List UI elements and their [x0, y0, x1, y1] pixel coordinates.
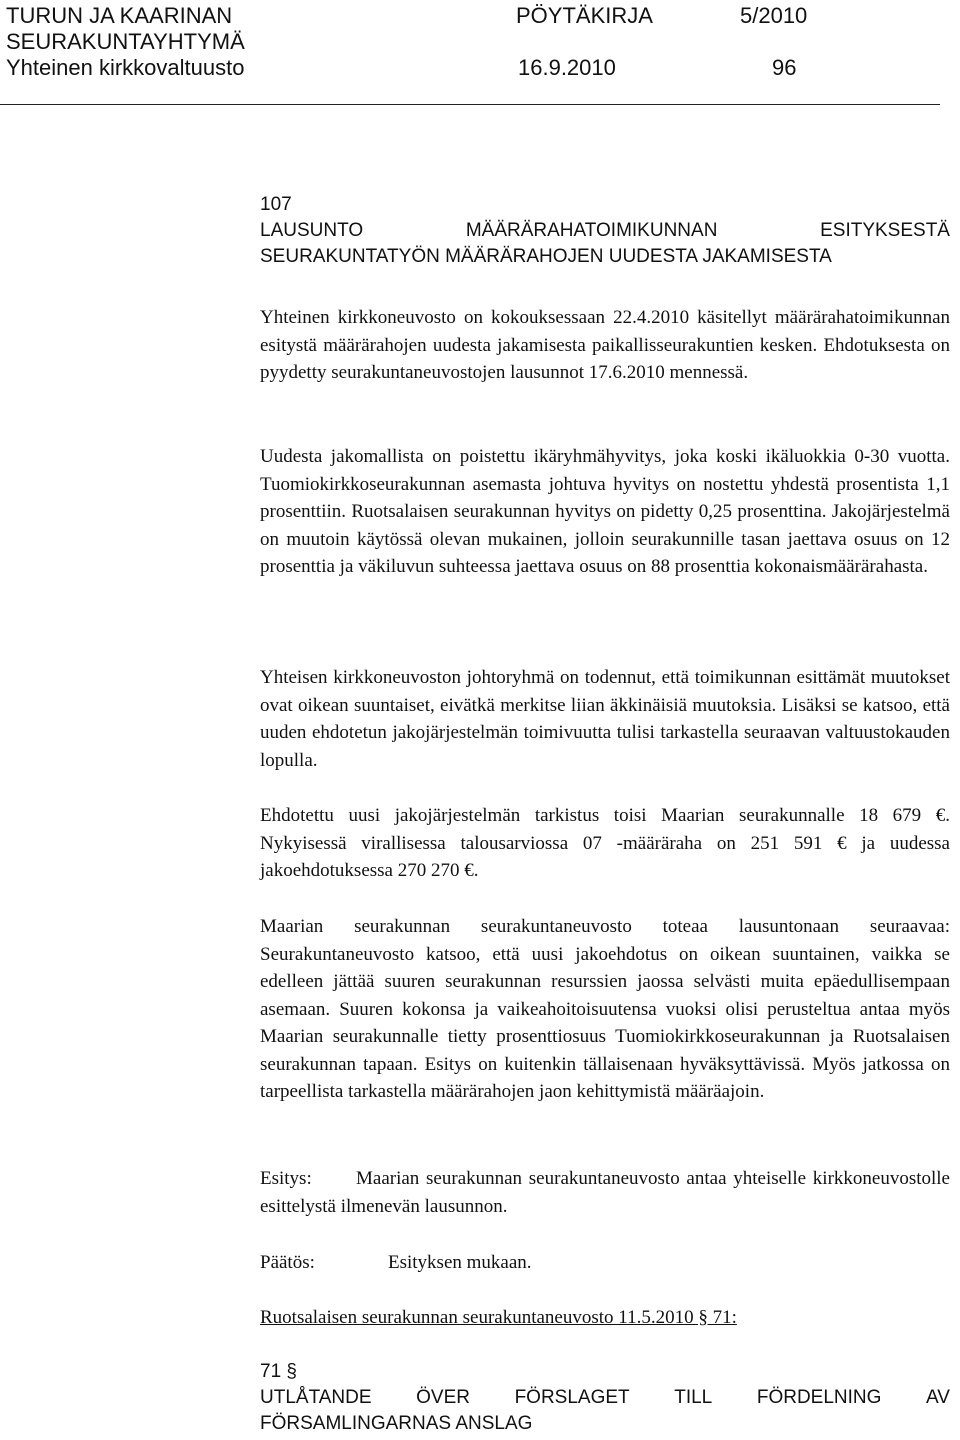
reference-number: 71 § [260, 1361, 297, 1382]
decision [260, 1249, 950, 1277]
section-heading [260, 192, 950, 270]
reference-heading [260, 1304, 950, 1332]
paragraph-text: Uudesta jakomallista on poistettu ikäryhmähyvitys, joka koski ikäluokkia 0-30 vuotta. Tuomiokirkkoseurakunnan asemasta johtuva hyvitys on nostettu yhdestä prosentista 1,1 prosenttiin. Ruotsalaisen seurakunnan hyvitys on pidetty 0,25 prosenttina. Jakojärjestelmä on muutoin käytössä olevan mukainen, jolloin seurakunnille tasan jaettava osuus on 12 prosenttia ja väkiluvun suhteessa jaettava osuus on 88 prosenttia kokonaismäärärahasta. [260, 446, 950, 577]
header-line-1 [6, 3, 808, 28]
section-title-word: MÄÄRÄRAHATOIMIKUNNAN [465, 220, 718, 241]
reference-title-word: AV [926, 1387, 950, 1408]
proposal-text: Maarian seurakunnan seurakuntaneuvosto antaa yhteiselle kirkkoneuvostolle esittelystä ilmenevän lausunnon. [260, 1168, 950, 1217]
reference-section [260, 1359, 950, 1437]
section-title-line-1 [260, 218, 950, 244]
header-body-name: Yhteinen kirkkovaltuusto [6, 55, 245, 80]
paragraph-text: Ehdotettu uusi jakojärjestelmän tarkistus toisi Maarian seurakunnalle 18 679 €. Nykyisessä virallisessa talousarviossa 07 -määräraha on 251 591 € ja uudessa jakoehdotuksessa 270 270 €. [260, 805, 950, 881]
reference-title-word: UTLÅTANDE [260, 1387, 372, 1408]
section-title-word: ESITYKSESTÄ [820, 220, 950, 241]
decision-text: Esityksen mukaan. [388, 1252, 532, 1273]
paragraph-2 [260, 443, 950, 581]
paragraph-text: Yhteinen kirkkoneuvosto on kokouksessaan 22.4.2010 käsitellyt määrärahatoimikunnan esitystä määrärahojen uudesta jakamisesta paikallisseurakuntien kesken. Ehdotuksesta on pyydetty seurakuntaneuvostojen lausunnot 17.6.2010 mennessä. [260, 307, 950, 383]
reference-title-word: ÖVER [416, 1387, 470, 1408]
paragraph-text: Maarian seurakunnan seurakuntaneuvosto toteaa lausuntonaan seuraavaa: Seurakuntaneuvosto katsoo, että uusi jakoehdotus on oikean suuntainen, vaikka se edelleen jättää suuren seurakunnan resurssien jaossa selvästi muita epäedullisempaan asemaan. Suuren kokonsa ja vaikeahoitoisuutensa vuoksi olisi perusteltua antaa myös Maarian seurakunnalle tietty prosenttiosuus Tuomiokirkkoseurakunnan ja Ruotsalaisen seurakunnan tapaan. Esitys on kuitenkin tällaisenaan hyväksyttävissä. Myös jatkossa on tarpeellista tarkastella määrärahojen jaon kehittymistä määräajoin. [260, 916, 950, 1102]
paragraph-3 [260, 664, 950, 774]
header-org-line-1: TURUN JA KAARINAN [6, 3, 233, 28]
paragraph-1 [260, 304, 950, 387]
header-doc-number: 5/2010 [740, 3, 808, 28]
reference-title-word: FÖRSLAGET [514, 1387, 630, 1408]
header-org-line-2: SEURAKUNTAYHTYMÄ [6, 29, 245, 54]
header-doc-type: PÖYTÄKIRJA [516, 3, 653, 28]
paragraph-4 [260, 802, 950, 885]
header-divider [0, 104, 940, 105]
reference-title-word: FÖRDELNING [756, 1387, 882, 1408]
header-date: 16.9.2010 [518, 55, 616, 80]
reference-title-line-2: FÖRSAMLINGARNAS ANSLAG [260, 1413, 533, 1434]
header-page-number: 96 [772, 55, 797, 80]
section-title-line-2: SEURAKUNTATYÖN MÄÄRÄRAHOJEN UUDESTA JAKAMISESTA [260, 246, 832, 267]
header-line-3 [6, 55, 797, 80]
section-number: 107 [260, 194, 292, 215]
decision-label: Päätös: [260, 1252, 315, 1273]
reference-title-line-1 [260, 1385, 950, 1411]
proposal [260, 1165, 950, 1220]
section-title-word: LAUSUNTO [260, 220, 364, 241]
reference-title-word: TILL [674, 1387, 713, 1408]
paragraph-text: Yhteisen kirkkoneuvoston johtoryhmä on todennut, että toimikunnan esittämät muutokset ovat oikean suuntaiset, eivätkä merkitse liian äkkinäisiä muutoksia. Lisäksi se katsoo, että uuden ehdotetun jakojärjestelmän toimivuutta tulisi tarkastella seuraavan valtuustokauden lopulla. [260, 667, 950, 771]
header-line-2 [6, 30, 245, 54]
proposal-label: Esitys: [260, 1168, 312, 1189]
reference-heading-text: Ruotsalaisen seurakunnan seurakuntaneuvosto 11.5.2010 § 71: [260, 1307, 737, 1328]
paragraph-5 [260, 913, 950, 1106]
